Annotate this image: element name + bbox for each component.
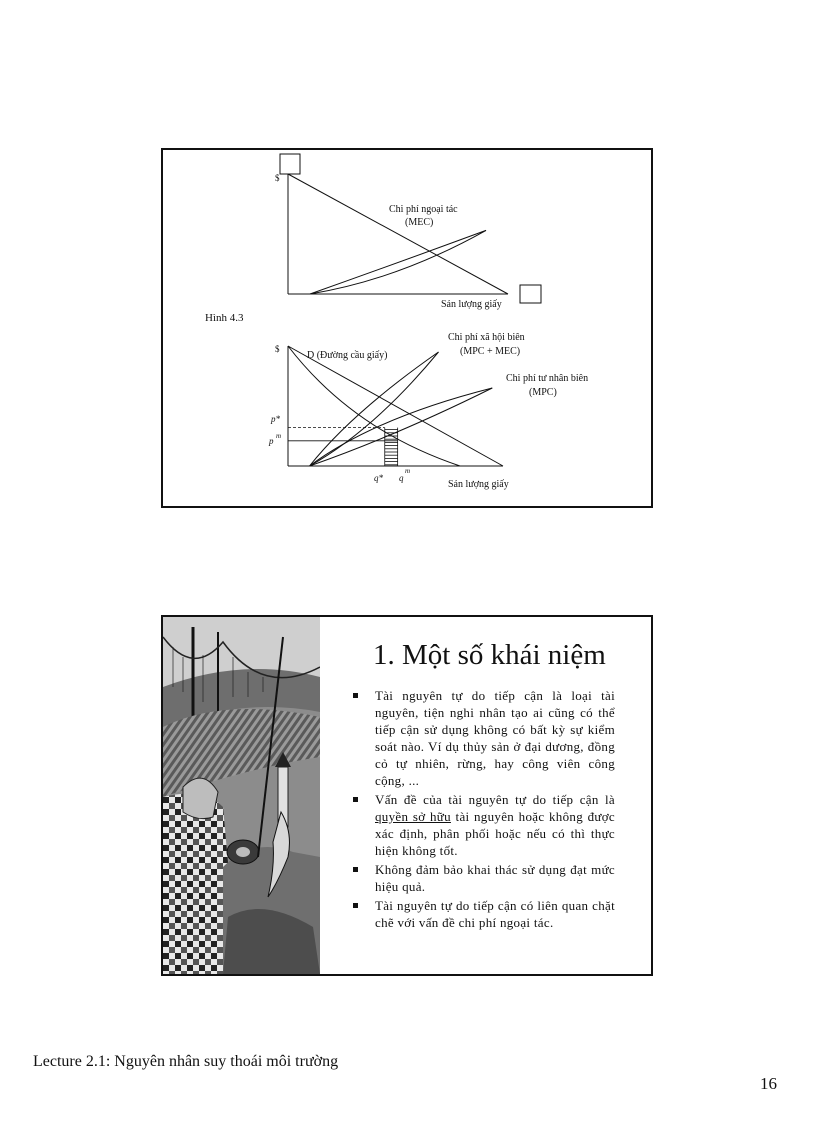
y-label-bottom: $ <box>275 344 280 354</box>
q-star-label: q* <box>374 473 383 483</box>
private-cost-curve <box>310 388 493 466</box>
placeholder-box-top <box>280 154 300 174</box>
p-m-label: p <box>269 436 274 446</box>
external-cost-chart <box>163 150 651 506</box>
demand-curve <box>288 346 503 466</box>
slide-figure-4-3 <box>161 148 653 508</box>
concepts-content <box>321 617 651 974</box>
figure-label: Hình 4.3 <box>205 312 244 324</box>
bullet-text-pre: Vấn đề của tài nguyên tự do tiếp cận là <box>375 792 615 807</box>
demand-curve-2 <box>288 346 460 466</box>
x-label-top: Sản lượng giấy <box>441 299 502 310</box>
bottom-diagram <box>268 332 588 490</box>
y-label-top: $ <box>275 173 280 183</box>
slide-concepts <box>161 615 653 976</box>
fisherman-bridge-illustration <box>163 617 320 974</box>
concept-bullets <box>353 687 615 933</box>
social-cost-label: Chi phí xã hội biên <box>448 332 525 343</box>
slide-title: 1. Một số khái niệm <box>373 639 606 671</box>
q-m-sup: m <box>405 467 411 475</box>
bullet-icon <box>353 903 358 908</box>
bullet-icon <box>353 693 358 698</box>
lecture-footer: Lecture 2.1: Nguyên nhân suy thoái môi trường <box>33 1053 339 1070</box>
bullet-item <box>353 861 615 895</box>
mec-label: Chi phí ngoại tác <box>389 204 458 215</box>
demand-label: D (Đường cầu giấy) <box>307 350 388 361</box>
bullet-item <box>353 897 615 931</box>
bullet-item <box>353 687 615 789</box>
bullet-text: Tài nguyên tự do tiếp cận có liên quan chặt chẽ với vấn đề chi phí ngoại tác. <box>375 898 615 930</box>
placeholder-box-bottom <box>520 285 541 303</box>
p-m-sup: m <box>276 432 282 440</box>
bullet-text-post: tài nguyên hoặc không được xác định, phân phối hoặc nếu có thì thực hiện không tốt. <box>375 809 615 858</box>
bullet-item <box>353 791 615 859</box>
x-label-bottom: Sản lượng giấy <box>448 479 509 490</box>
bullet-icon <box>353 867 358 872</box>
bullet-text: Tài nguyên tự do tiếp cận là loại tài nguyên, tiện nghi nhân tạo ai cũng có thể tiếp cận sử dụng không có bất kỳ sự kiểm soát nào. Ví dụ thủy sản ở đại dương, đồng cỏ tự nhiên, rừng, hay công viên công cộng, ... <box>375 688 615 788</box>
mec-label-sub: (MEC) <box>405 217 434 228</box>
private-cost-sub: (MPC) <box>529 387 557 398</box>
private-cost-label: Chi phí tư nhân biên <box>506 373 589 384</box>
bullet-text: Không đảm bảo khai thác sử dụng đạt mức hiệu quả. <box>375 862 615 894</box>
page-number: 16 <box>760 1074 777 1093</box>
underlined-term: quyền sở hữu <box>375 809 451 824</box>
private-cost-curve-2 <box>310 388 493 466</box>
p-star-label: p* <box>271 414 280 424</box>
mec-curve-upper <box>310 230 486 294</box>
q-m-label: q <box>399 473 404 483</box>
top-diagram <box>275 154 541 310</box>
bullet-icon <box>353 797 358 802</box>
social-cost-sub: (MPC + MEC) <box>460 346 521 357</box>
